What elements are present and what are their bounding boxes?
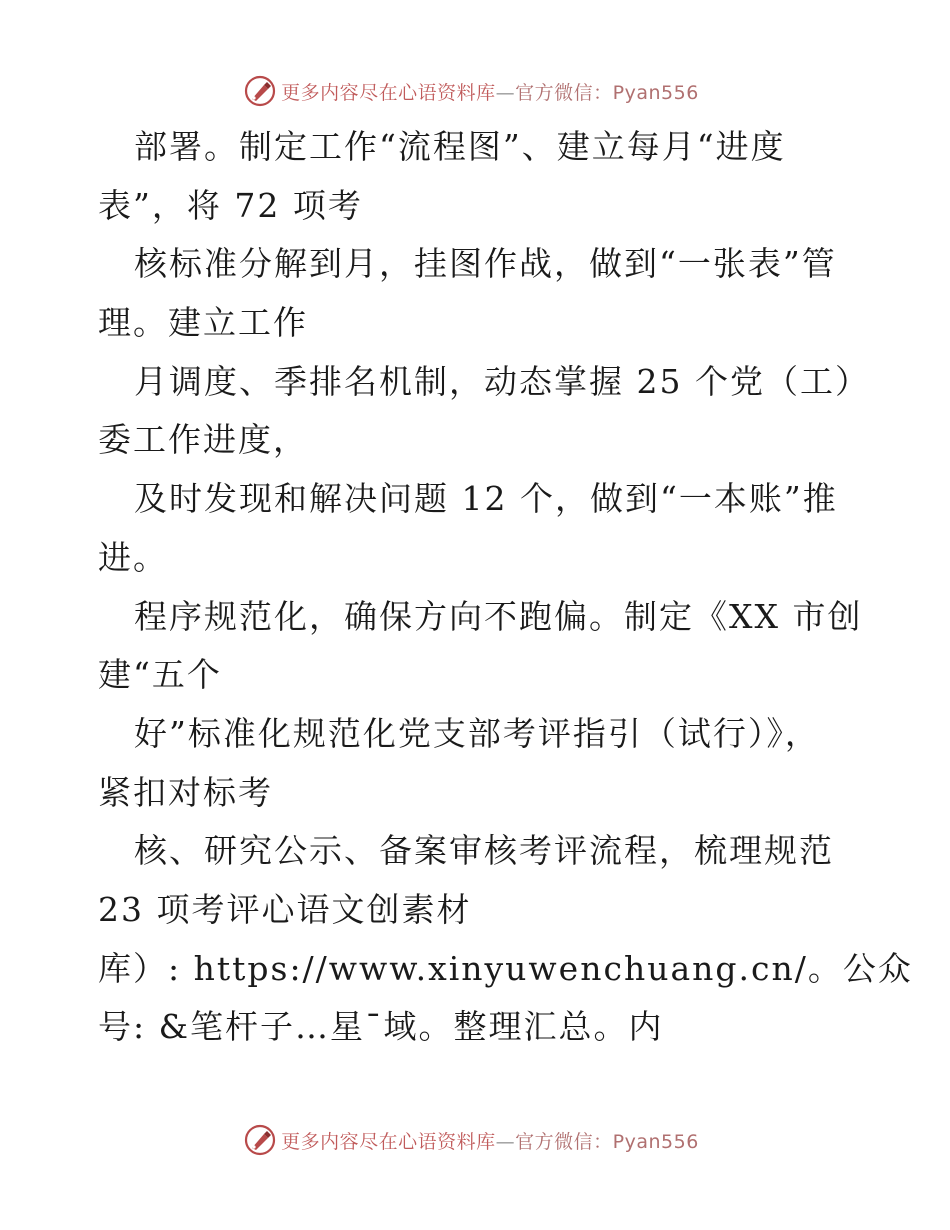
text-line: 表”，将 72 项考 (98, 185, 363, 225)
watermark-contact: 官方微信：Pyan556 (515, 1130, 699, 1153)
text-line: 核、研究公示、备案审核考评流程，梳理规范 (134, 831, 834, 871)
document-body (98, 118, 913, 1057)
text-line: 好”标准化规范化党支部考评指引（试行）》， (134, 713, 820, 753)
watermark-main: 更多内容尽在心语资料库 (281, 1130, 496, 1153)
footer-watermark (0, 1120, 950, 1160)
text-line: 23 项考评心语文创素材 (98, 889, 472, 929)
pen-logo-icon (243, 74, 277, 108)
text-line: 进。 (98, 537, 168, 577)
watermark-contact: 官方微信：Pyan556 (515, 81, 699, 104)
text-line: 理。建立工作 (98, 303, 308, 343)
text-line: 程序规范化，确保方向不跑偏。制定《XX 市创 (134, 596, 863, 636)
header-watermark (0, 71, 950, 111)
watermark-main: 更多内容尽在心语资料库 (281, 81, 496, 104)
pen-logo-icon (243, 1123, 277, 1157)
text-line: 委工作进度， (98, 420, 308, 460)
text-line: 部署。制定工作“流程图”、建立每月“进度 (134, 127, 786, 166)
watermark-separator: — (495, 81, 516, 104)
watermark-text (281, 78, 699, 105)
text-line: 月调度、季排名机制，动态掌握 25 个党（工） (134, 361, 870, 401)
text-line: 及时发现和解决问题 12 个，做到“一本账”推 (134, 479, 838, 519)
text-line: 号: &笔杆子…星¯域。整理汇总。内 (98, 1007, 664, 1047)
text-line: 库）: https://www.xinyuwenchuang.cn/。公众 (98, 948, 913, 988)
text-line: 核标准分解到月，挂图作战，做到“一张表”管 (134, 244, 837, 284)
text-line: 紧扣对标考 (98, 772, 273, 812)
watermark-text (281, 1127, 699, 1154)
watermark-separator: — (495, 1130, 516, 1153)
text-line: 建“五个 (98, 655, 222, 695)
